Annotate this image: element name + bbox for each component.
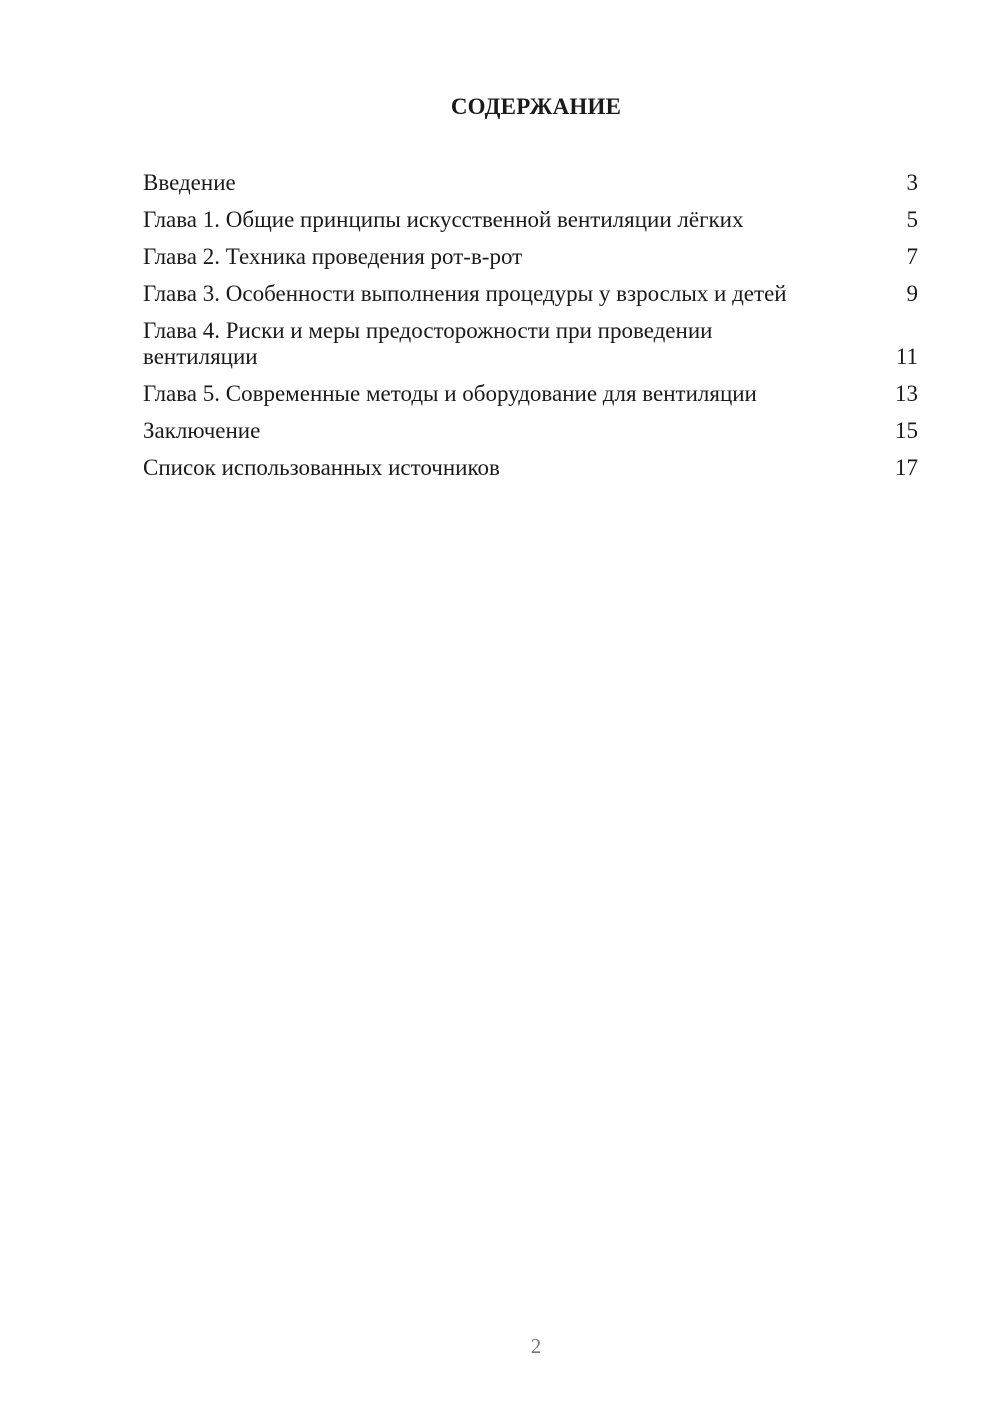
toc-entry-page: 9	[906, 281, 918, 306]
table-of-contents	[143, 170, 918, 492]
toc-entry-label: Введение	[143, 170, 236, 195]
toc-entry-chapter-3	[143, 281, 918, 307]
toc-entry-label: Глава 2. Техника проведения рот-в-рот	[143, 244, 523, 269]
toc-entry-label: Глава 4. Риски и меры предосторожности при проведении вентиляции	[143, 318, 713, 369]
toc-entry-page: 17	[895, 455, 918, 480]
toc-entry-label: Список использованных источников	[143, 455, 500, 480]
toc-entry-chapter-5	[143, 381, 918, 407]
toc-entry-page: 15	[895, 418, 918, 443]
toc-entry-introduction	[143, 170, 918, 196]
toc-entry-references	[143, 455, 918, 481]
toc-entry-chapter-1	[143, 207, 918, 233]
toc-entry-label: Глава 5. Современные методы и оборудование для вентиляции	[143, 381, 757, 406]
toc-entry-label: Заключение	[143, 418, 261, 443]
page-number: 2	[530, 1334, 542, 1358]
toc-entry-page: 7	[906, 244, 918, 269]
toc-entry-chapter-4	[143, 318, 918, 370]
page-title: СОДЕРЖАНИЕ	[450, 94, 622, 119]
toc-entry-page: 11	[895, 344, 918, 369]
toc-entry-label: Глава 1. Общие принципы искусственной вентиляции лёгких	[143, 207, 744, 232]
toc-entry-page: 5	[906, 207, 918, 232]
toc-entry-label: Глава 3. Особенности выполнения процедуры у взрослых и детей	[143, 281, 787, 306]
toc-entry-page: 13	[895, 381, 918, 406]
toc-entry-conclusion	[143, 418, 918, 444]
toc-entry-chapter-2	[143, 244, 918, 270]
toc-entry-page: 3	[906, 170, 918, 195]
